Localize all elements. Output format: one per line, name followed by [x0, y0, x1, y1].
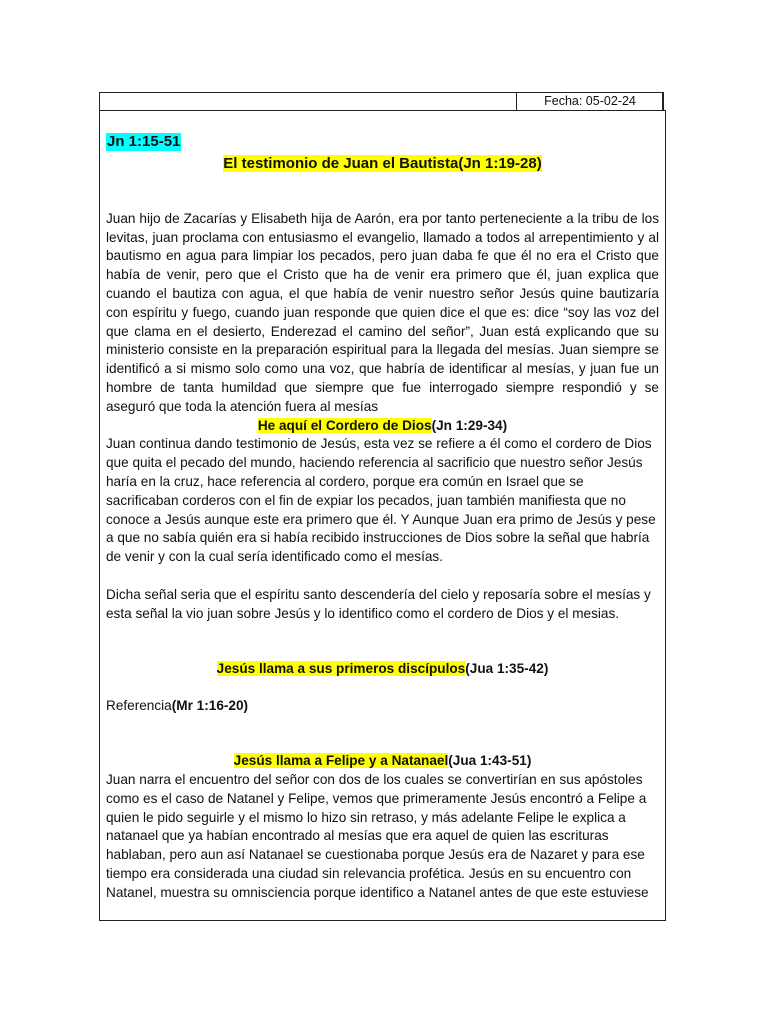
reference-label: Referencia [106, 698, 172, 714]
passage-reference: Jn 1:15-51 [107, 133, 181, 150]
section-title-discipulos [106, 660, 659, 679]
document-frame [99, 110, 666, 921]
spacer [106, 174, 659, 210]
reference-line [106, 697, 659, 716]
section-ref: (Jua 1:35-42) [465, 660, 549, 676]
section-title-cordero [106, 417, 659, 436]
section-title-text: Jesús llama a sus primeros discípulos [216, 660, 466, 676]
spacer [106, 716, 659, 752]
section-title-testimonio [106, 154, 659, 174]
paragraph-felipe: Juan narra el encuentro del señor con dos de los cuales se convertirían en sus apóstoles como es el caso de Natanel y Felipe, vemos que primeramente Jesús encontró a Felipe a quien le pido seguirle y el mismo lo hizo sin retraso, y más adelante Felipe le explica a natanael que ya habían encontrado al mesías que era aquel de quien las escrituras hablaban, pero aun así Natanael se cuestionaba porque Jesús era de Nazaret y para ese tiempo era considerada una ciudad sin relevancia profética. Jesús en su encuentro con Natanel, muestra su omnisciencia porque identifico a Natanel antes de que este estuviese [106, 771, 649, 900]
section-title-text: El testimonio de Juan el Bautista(Jn 1:19-28) [223, 154, 542, 172]
section-ref: (Jn 1:29-34) [431, 417, 508, 433]
section-title-text: Jesús llama a Felipe y a Natanael [233, 753, 449, 769]
spacer [106, 567, 659, 586]
paragraph-senal: Dicha señal seria que el espíritu santo descendería del cielo y reposaría sobre el mesías y esta señal la vio juan sobre Jesús y lo identifico como el cordero de Dios y el mesias. [106, 586, 651, 621]
section-title-text: He aquí el Cordero de Dios [257, 417, 432, 433]
paragraph-testimonio: Juan hijo de Zacarías y Elisabeth hija de Aarón, era por tanto perteneciente a la tribu de los levitas, juan proclama con entusiasmo el evangelio, llamado a todos al arrepentimiento y al bautismo en agua para limpiar los pecados, pero juan daba fe que él no era el Cristo que había de venir, pero que el Cristo que ha de venir era primero que él, juan explica que cuando el bautiza con agua, el que había de venir nuestro señor Jesús quine bautizaría con espíritu y fuego, cuando juan responde que quien dice el que es: dice “soy las voz del que clama en el desierto, Enderezad el camino del señor”, Juan está explicando que su ministerio consiste en la preparación espiritual para la llegada del mesías. Juan siempre se identificó a si mismo solo como una voz, que habría de identificar al mesías, y juan fue un hombre de tanta humildad que siempre que fue interrogado siempre respondió y se aseguró que toda la atención fuera al mesías [106, 210, 659, 414]
reference-value: (Mr 1:16-20) [171, 698, 249, 714]
section-ref: (Jua 1:43-51) [448, 753, 532, 769]
section-title-felipe [106, 752, 659, 771]
date-field: Fecha: 05-02-24 [516, 92, 664, 111]
document-content [106, 133, 659, 903]
header-row [99, 92, 663, 111]
spacer [106, 624, 659, 660]
spacer [106, 678, 659, 697]
paragraph-cordero: Juan continua dando testimonio de Jesús, esta vez se refiere a él como el cordero de Dios que quita el pecado del mundo, haciendo referencia al sacrificio que nuestro señor Jesús haría en la cruz, hace referencia al cordero, porque era común en Israel que se sacrificaban corderos con el fin de expiar los pecados, juan también manifiesta que no conoce a Jesús aunque este era primero que él. Y Aunque Juan era primo de Jesús y pese a que no sabía quién era si había recibido instrucciones de Dios sobre la señal que habría de venir y con la cual sería identificado como el mesías. [106, 436, 656, 565]
